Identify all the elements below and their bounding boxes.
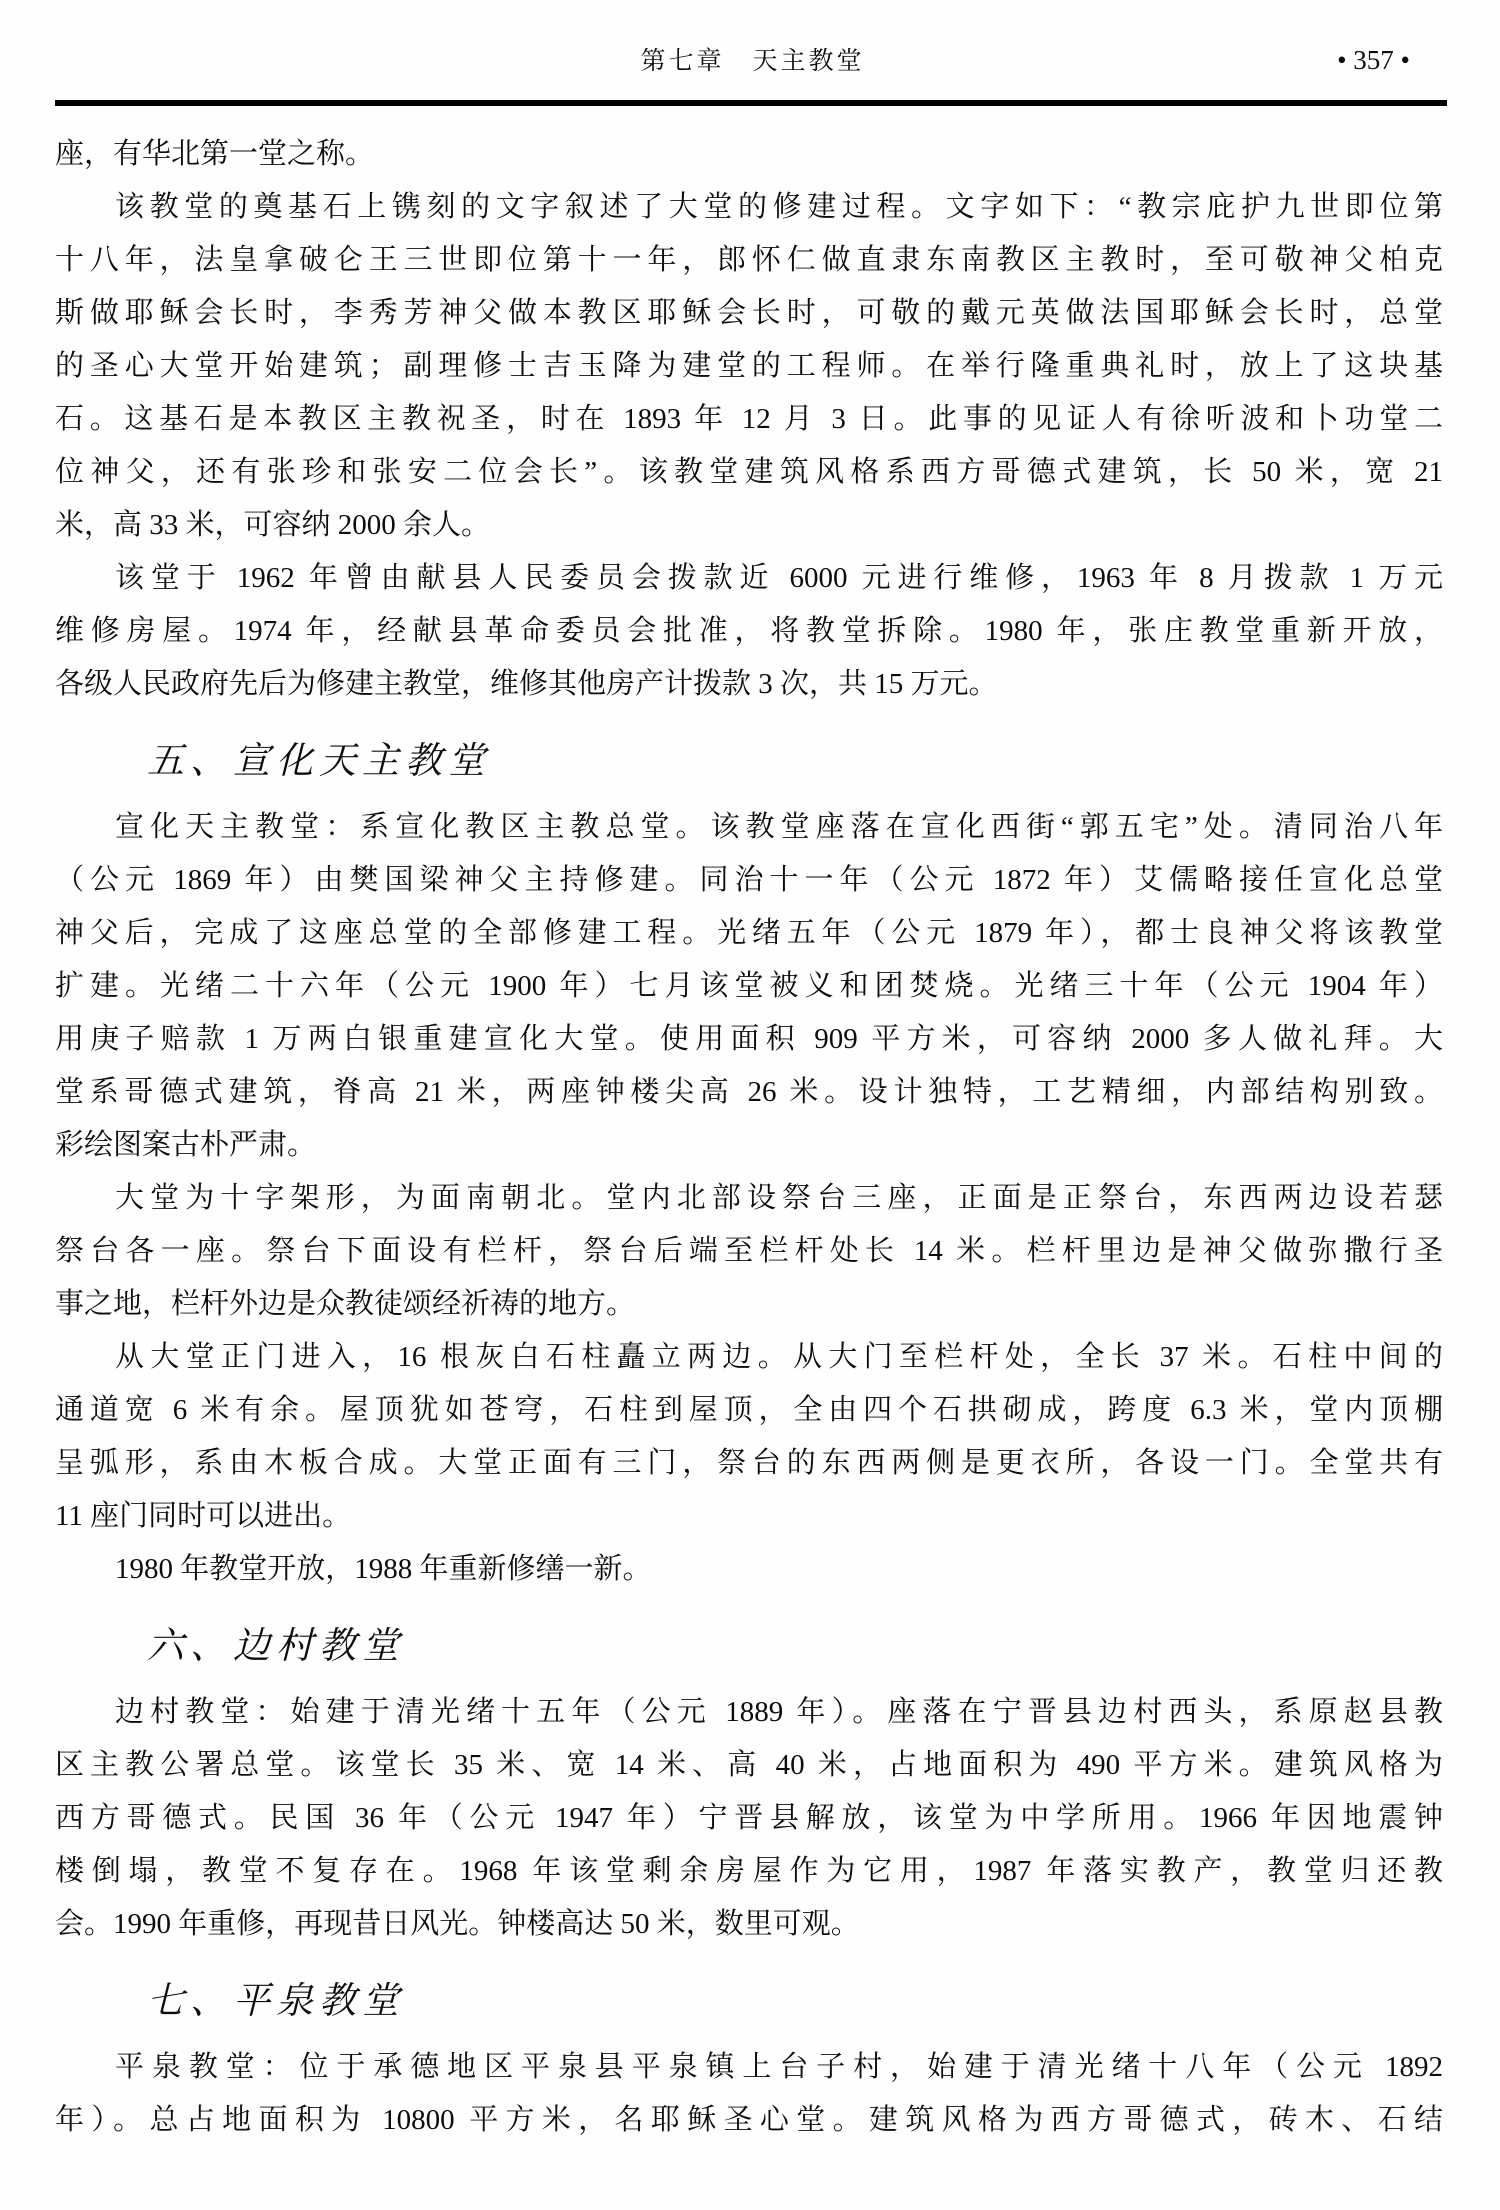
text-line: 区主教公署总堂。该堂长 35 米、宽 14 米、高 40 米，占地面积为 490 平方米。建筑风格为	[55, 1749, 1443, 1781]
text-line: 通道宽 6 米有余。屋顶犹如苍穹，石柱到屋顶，全由四个石拱砌成，跨度 6.3 米，堂内顶棚	[55, 1394, 1443, 1426]
text-line: 米，高 33 米，可容纳 2000 余人。	[55, 509, 491, 541]
text-line: 年）。总占地面积为 10800 平方米，名耶稣圣心堂。建筑风格为西方哥德式，砖木、石结	[55, 2104, 1443, 2136]
text-line: 从大堂正门进入，16 根灰白石柱矗立两边。从大门至栏杆处，全长 37 米。石柱中间的	[115, 1341, 1443, 1373]
text-line: 堂系哥德式建筑，脊高 21 米，两座钟楼尖高 26 米。设计独特，工艺精细，内部结构别致。	[55, 1076, 1443, 1108]
text-line: 事之地，栏杆外边是众教徒颂经祈祷的地方。	[55, 1288, 636, 1320]
text-line: 神父后，完成了这座总堂的全部修建工程。光绪五年（公元 1879 年），都士良神父将该教堂	[55, 917, 1443, 949]
text-line: 大堂为十字架形，为面南朝北。堂内北部设祭台三座，正面是正祭台，东西两边设若瑟	[115, 1182, 1443, 1214]
page-number: • 357 •	[1337, 45, 1410, 75]
section-heading: 七、平泉教堂	[147, 1981, 405, 2022]
text-line: 位神父，还有张珍和张安二位会长”。该教堂建筑风格系西方哥德式建筑，长 50 米，宽 21	[55, 456, 1443, 488]
page-header	[0, 0, 1500, 82]
text-line: 石。这基石是本教区主教祝圣，时在 1893 年 12 月 3 日。此事的见证人有徐听波和卜功堂二	[55, 403, 1443, 435]
text-line: 宣化天主教堂：系宣化教区主教总堂。该教堂座落在宣化西街“郭五宅”处。清同治八年	[115, 811, 1443, 843]
text-line: 西方哥德式。民国 36 年（公元 1947 年）宁晋县解放，该堂为中学所用。1966 年因地震钟	[55, 1802, 1443, 1834]
text-line: 彩绘图案古朴严肃。	[55, 1129, 317, 1161]
section-heading: 六、边村教堂	[147, 1626, 405, 1667]
text-line: 座，有华北第一堂之称。	[55, 138, 375, 170]
text-line: 呈弧形，系由木板合成。大堂正面有三门，祭台的东西两侧是更衣所，各设一门。全堂共有	[55, 1447, 1443, 1479]
text-line: 平泉教堂：位于承德地区平泉县平泉镇上台子村，始建于清光绪十八年（公元 1892	[115, 2051, 1443, 2083]
text-line: 斯做耶稣会长时，李秀芳神父做本教区耶稣会长时，可敬的戴元英做法国耶稣会长时，总堂	[55, 297, 1443, 329]
text-line: 用庚子赔款 1 万两白银重建宣化大堂。使用面积 909 平方米，可容纳 2000 多人做礼拜。大	[55, 1023, 1443, 1055]
text-line: （公元 1869 年）由樊国梁神父主持修建。同治十一年（公元 1872 年）艾儒略接任宣化总堂	[55, 864, 1443, 896]
section-heading: 五、宣化天主教堂	[147, 741, 491, 782]
text-line: 该堂于 1962 年曾由献县人民委员会拨款近 6000 元进行维修，1963 年 8 月拨款 1 万元	[115, 562, 1443, 594]
text-line: 1980 年教堂开放，1988 年重新修缮一新。	[115, 1553, 652, 1585]
text-line: 边村教堂：始建于清光绪十五年（公元 1889 年）。座落在宁晋县边村西头，系原赵县教	[115, 1696, 1443, 1728]
text-line: 十八年，法皇拿破仑王三世即位第十一年，郎怀仁做直隶东南教区主教时，至可敬神父柏克	[55, 244, 1443, 276]
text-line: 11 座门同时可以进出。	[55, 1500, 352, 1532]
text-line: 各级人民政府先后为修建主教堂，维修其他房产计拨款 3 次，共 15 万元。	[55, 668, 998, 700]
text-line: 祭台各一座。祭台下面设有栏杆，祭台后端至栏杆处长 14 米。栏杆里边是神父做弥撒行圣	[55, 1235, 1443, 1267]
chapter-title: 第七章 天主教堂	[640, 48, 865, 75]
text-line: 扩建。光绪二十六年（公元 1900 年）七月该堂被义和团焚烧。光绪三十年（公元 1904 年）	[55, 970, 1443, 1002]
text-line: 的圣心大堂开始建筑；副理修士吉玉降为建堂的工程师。在举行隆重典礼时，放上了这块基	[55, 350, 1443, 382]
page-body-text	[0, 106, 1500, 2147]
text-line: 维修房屋。1974 年，经献县革命委员会批准，将教堂拆除。1980 年，张庄教堂重新开放，	[55, 615, 1443, 647]
text-line: 楼倒塌，教堂不复存在。1968 年该堂剩余房屋作为它用，1987 年落实教产，教堂归还教	[55, 1855, 1443, 1887]
text-line: 该教堂的奠基石上镌刻的文字叙述了大堂的修建过程。文字如下：“教宗庇护九世即位第	[115, 191, 1443, 223]
text-line: 会。1990 年重修，再现昔日风光。钟楼高达 50 米，数里可观。	[55, 1908, 860, 1940]
